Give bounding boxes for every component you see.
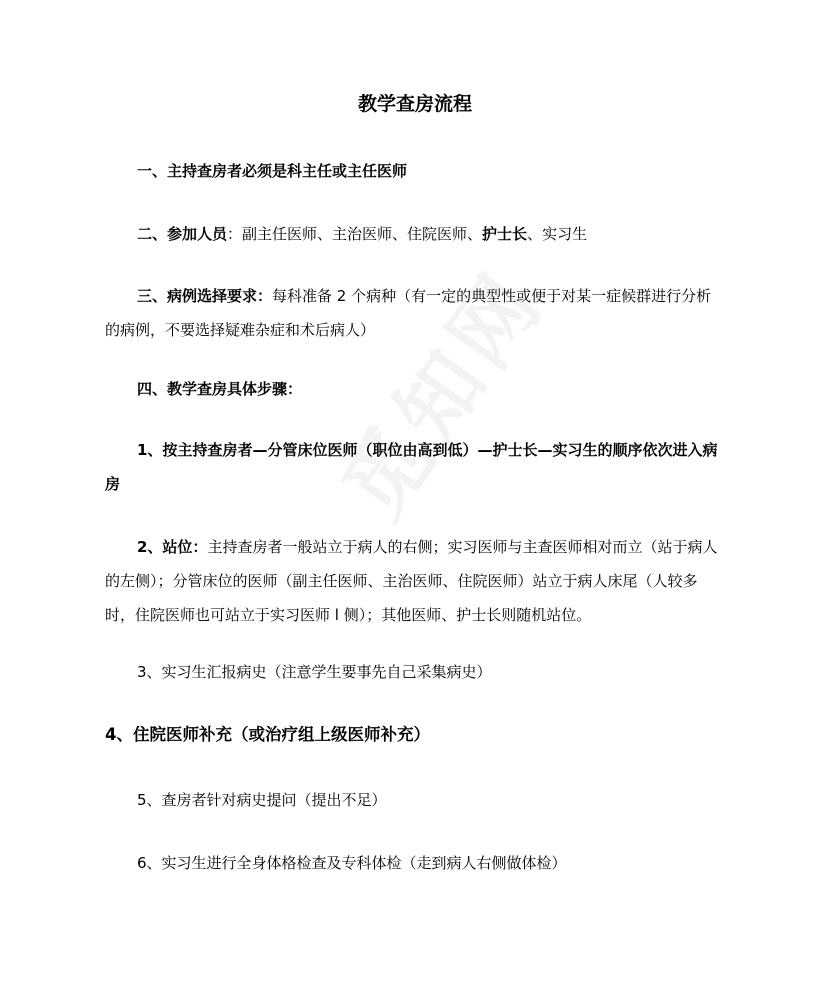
section-2-label: 二、参加人员 [137,225,228,243]
step-5: 5、查房者针对病史提问（提出不足） [137,791,387,809]
section-2-paragraph [137,222,587,246]
step-3: 3、实习生汇报病史（注意学生要事先自己采集病史） [137,663,492,681]
step-2-text: 主持查房者一般站立于病人的右侧；实习医师与主查医师相对而立（站于病人的左侧）；分管床位的医师（副主任医师、主治医师、住院医师）站立于病人床尾（人较多时，住院医师也可站立于实习医师 l 侧）；其他医师、护士长则随机站位。 [105,538,718,624]
section-2-text-b: 、实习生 [527,225,588,243]
page-title: 教学查房流程 [357,93,472,115]
step-6: 6、实习生进行全身体格检查及专科体检（走到病人右侧做体检） [137,854,567,872]
section-3-text: 每科准备 2 个病种（有一定的典型性或便于对某一症候群进行分析的病例，不要选择疑难杂症和术后病人） [105,287,712,339]
section-4-heading: 四、教学查房具体步骤： [137,380,303,398]
step-2-paragraph [105,530,725,632]
step-2-label: 2、站位： [137,538,208,556]
section-1-heading: 一、主持查房者必须是科主任或主任医师 [137,162,408,180]
section-3-paragraph [105,279,725,347]
section-2-text-a: 副主任医师、主治医师、住院医师、 [242,225,483,243]
step-4: 4、住院医师补充（或治疗组上级医师补充） [105,725,430,744]
section-2-text-bold: 护士长 [482,225,528,243]
step-1: 1、按主持查房者—分管床位医师（职位由高到低）—护士长—实习生的顺序依次进入病房 [105,441,718,493]
section-3-label: 三、病例选择要求： [137,287,273,305]
section-2-colon: ： [227,225,243,243]
